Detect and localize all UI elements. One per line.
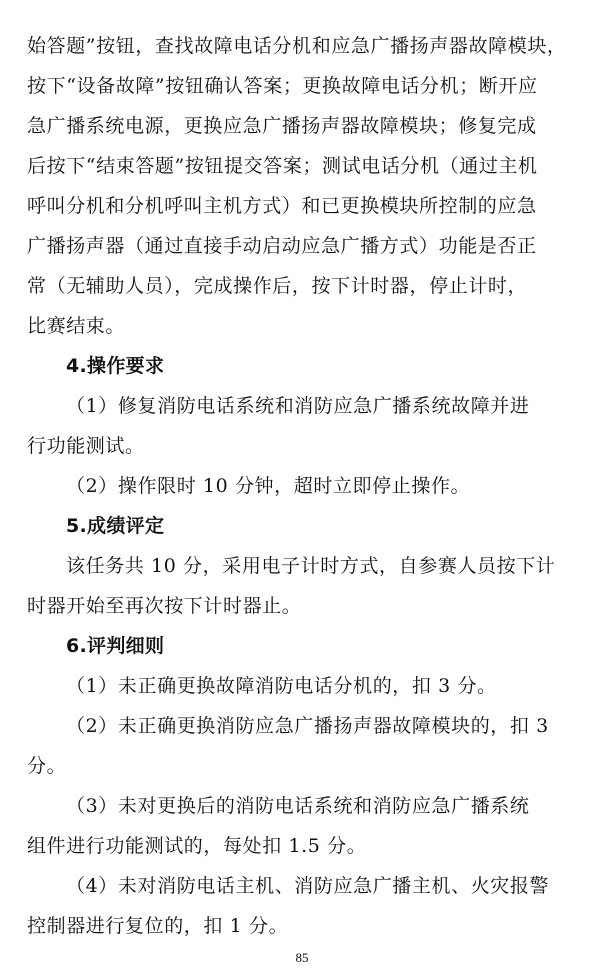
page-number: 85: [295, 950, 309, 965]
scoring-text-line-2: 时器开始至再次按下计时器止。: [27, 595, 302, 617]
rule-item-2-line-1: （2）未正确更换消防应急广播扬声器故障模块的，扣 3: [66, 715, 549, 737]
rule-item-1: （1）未正确更换故障消防电话分机的，扣 3 分。: [66, 675, 497, 697]
section-heading-judging-rules: 6.评判细则: [66, 635, 165, 657]
rule-item-4-line-2: 控制器进行复位的，扣 1 分。: [27, 915, 289, 937]
body-line-7: 常（无辅助人员），完成操作后，按下计时器，停止计时，: [27, 275, 528, 297]
body-line-5: 呼叫分机和分机呼叫主机方式）和已更换模块所控制的应急: [27, 195, 537, 217]
rule-item-3-line-1: （3）未对更换后的消防电话系统和消防应急广播系统: [66, 795, 530, 817]
rule-item-3-line-2: 组件进行功能测试的，每处扣 1.5 分。: [27, 835, 367, 857]
body-line-1: 始答题”按钮，查找故障电话分机和应急广播扬声器故障模块，: [27, 35, 567, 57]
body-line-6: 广播扬声器（通过直接手动启动应急广播方式）功能是否正: [27, 235, 537, 257]
requirement-item-1-line-2: 行功能测试。: [27, 435, 145, 457]
rule-item-2-line-2: 分。: [27, 755, 67, 777]
body-line-3: 急广播系统电源，更换应急广播扬声器故障模块；修复完成: [27, 115, 537, 137]
body-line-2: 按下“设备故障”按钮确认答案；更换故障电话分机；断开应: [27, 75, 538, 97]
section-heading-scoring: 5.成绩评定: [66, 515, 165, 537]
body-line-4: 后按下“结束答题”按钮提交答案；测试电话分机（通过主机: [27, 155, 538, 177]
requirement-item-2: （2）操作限时 10 分钟，超时立即停止操作。: [66, 475, 471, 497]
body-line-8: 比赛结束。: [27, 315, 126, 337]
rule-item-4-line-1: （4）未对消防电话主机、消防应急广播主机、火灾报警: [66, 875, 550, 897]
scoring-text-line-1: 该任务共 10 分，采用电子计时方式，自参赛人员按下计: [66, 555, 556, 577]
requirement-item-1-line-1: （1）修复消防电话系统和消防应急广播系统故障并进: [66, 395, 530, 417]
section-heading-operation-requirements: 4.操作要求: [66, 355, 165, 377]
